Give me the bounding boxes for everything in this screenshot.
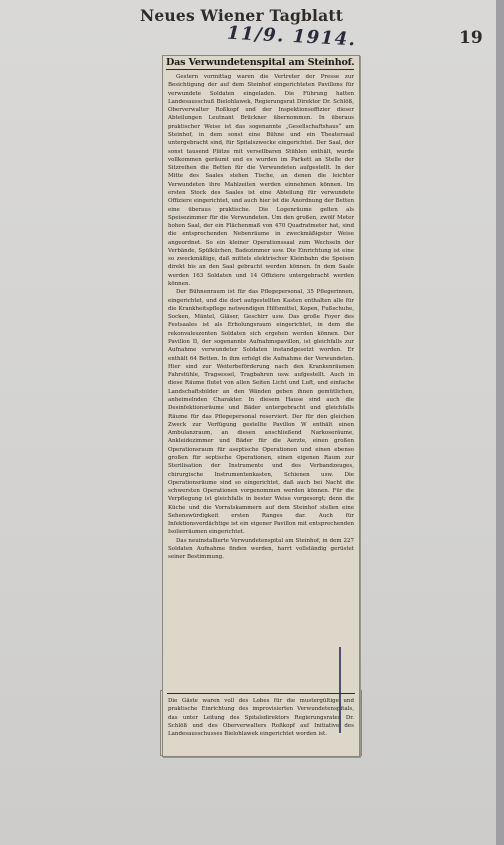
clipping-divider <box>167 693 355 694</box>
sheet-edge <box>496 0 504 845</box>
newspaper-name: Neues Wiener Tagblatt <box>140 6 344 25</box>
article-title: Das Verwundetenspital am Steinhof. <box>166 57 355 68</box>
page-number: 19 <box>459 28 483 48</box>
article-body <box>168 73 354 562</box>
article-closing: Die Gäste waren voll des Lobes für die mustergültige und praktische Einrichtung des improvisierten Verwundetenspitals, das unter Leitung des Spitalsdirektors Regierungsrates Dr. Schlöß und des Oberverwalters Roßkopf auf Initiative des Landesausschusses Bielohlawek eingerichtet worden ist. <box>168 698 354 738</box>
article-paragraph: Gestern vormittag waren die Vertreter der Presse zur Besichtigung der auf dem Steinhof eingerichteten Pavillons für verwundete Soldaten eingeladen. Die Führung hatten Landesausschuß Bielohlawek, Regierungsrat Direktor Dr. Schlöß, Oberverwalter Roßkopf und der Inspektionsoffizier dieser Abteilungen Leutnant Brückner übernommen. In überaus praktischer Weise ist das sogenannte „Gesellschaftshaus“ am Steinhof, in dem sonst eine Bühne und ein Theatersaal untergebracht sind, für Spitalszwecke eingerichtet. Der Saal, der sonst tausend Plätze mit versellbaren Stühlen enthält, wurde vollkommen geräumt und es wurden im Parkett an Stelle der Sitzreihen die Betten für die Verwundeten aufgestellt. In der Mitte des Saales stehen Tische, an denen die leichter Verwundeten ihre Mahlzeiten werden einnehmen können. Im ersten Stock des Saales ist eine Abteilung für verwundete Offiziere eingerichtet, und auch hier ist die Anordnung der Betten eine überaus praktische. Die Logenräume gelten als Speisezimmer für die Verwundeten. Um den großen, zwölf Meter hohen Saal, der ein Flächenmaß von 470 Quadratmeter hat, sind die entsprechenden Nebenräume in zweckmäßigster Weise angeordnet. So ein kleiner Operationssaal zum Wechseln der Verbände, Spülküchen, Badezimmer usw. Die Einrichtung ist eine so zweckmäßige, daß mittels elektrischer Kleinbahn die Speisen direkt bis an den Saal gebracht werden können. In dem Saale werden 163 Soldaten und 14 Offiziere untergebracht werden können. <box>168 74 354 288</box>
article-paragraph: Das neuinstallierte Verwundetenspital am Steinhof, in dem 227 Soldaten Aufnahme finden werden, harrt vollständig gerüstet seiner Bestimmung. <box>168 537 354 561</box>
newspaper-clipping <box>162 55 360 757</box>
article-paragraph: Der Bühnenraum ist für das Pflegepersonal, 35 Pflegerinnen, eingerichtet, und die dort aufgestellten Kasten enthalten alle für die Krankheitspflege notwendigen Hilfsmittel, Kopen, Fußschuhe, Socken, Mäntel, Gläser, Geschirr usw. Das große Foyer des Festsaales ist als Erholungsraum eingerichtet, in dem die rekonvaleszenten Soldaten sich ergehen werden können. Der Pavillon II, der sogenannte Aufnahmspavillon, ist gleichfalls zur Aufnahme verwundeter Soldaten instandgesetzt worden. Er enthält 64 Betten. In ihm erfolgt die Aufnahme der Verwundeten. Hier sind zur Weiterbeförderung nach den Krankenräumen Fahrstühle, Tragsessel, Tragbahren usw. aufgestellt. Auch in diese Räume flutet von allen Seiten Licht und Luft, und einfache Landschaftsbilder an den Wänden geben ihnen gemütlichen, anheimelnden Charakter. In diesem Hause sind auch die Desinfektionsräume und Bäder untergebracht und gleichfalls Räume für das Pflegepersonal reserviert. Der für den gleichen Zweck zur Verfügung gestellte Pavillon W enthält einen Ambulanzraum, an diesen anschließend Narkoseräume, Ankleidezimmer und Bäder für die Aerzte, einen großen Operationsraum für aseptische Operationen und einen ebenso großen für septische Operationen, einen eigenen Raum zur Sterilisation der Instrumente und des Verbandzeuges, chirurgische Instrumentenkasten, Schienen usw. Die Operationsräume sind so eingerichtet, daß auch bei Nacht die schwersten Operationen vorgenommen werden können. Für die Verpflegung ist gleichfalls in bester Weise vorgesorgt; denn die Küche und die Vorratskammern auf dem Steinhof stellen eine Sehenswürdigkeit ersten Ranges dar. Auch für Infektionsverdächtige ist ein eigener Pavillon mit entsprechenden Isolierräumen eingerichtet. <box>168 289 354 536</box>
handwritten-date: 11/9. 1914. <box>226 22 358 51</box>
pen-mark-icon <box>336 645 344 737</box>
